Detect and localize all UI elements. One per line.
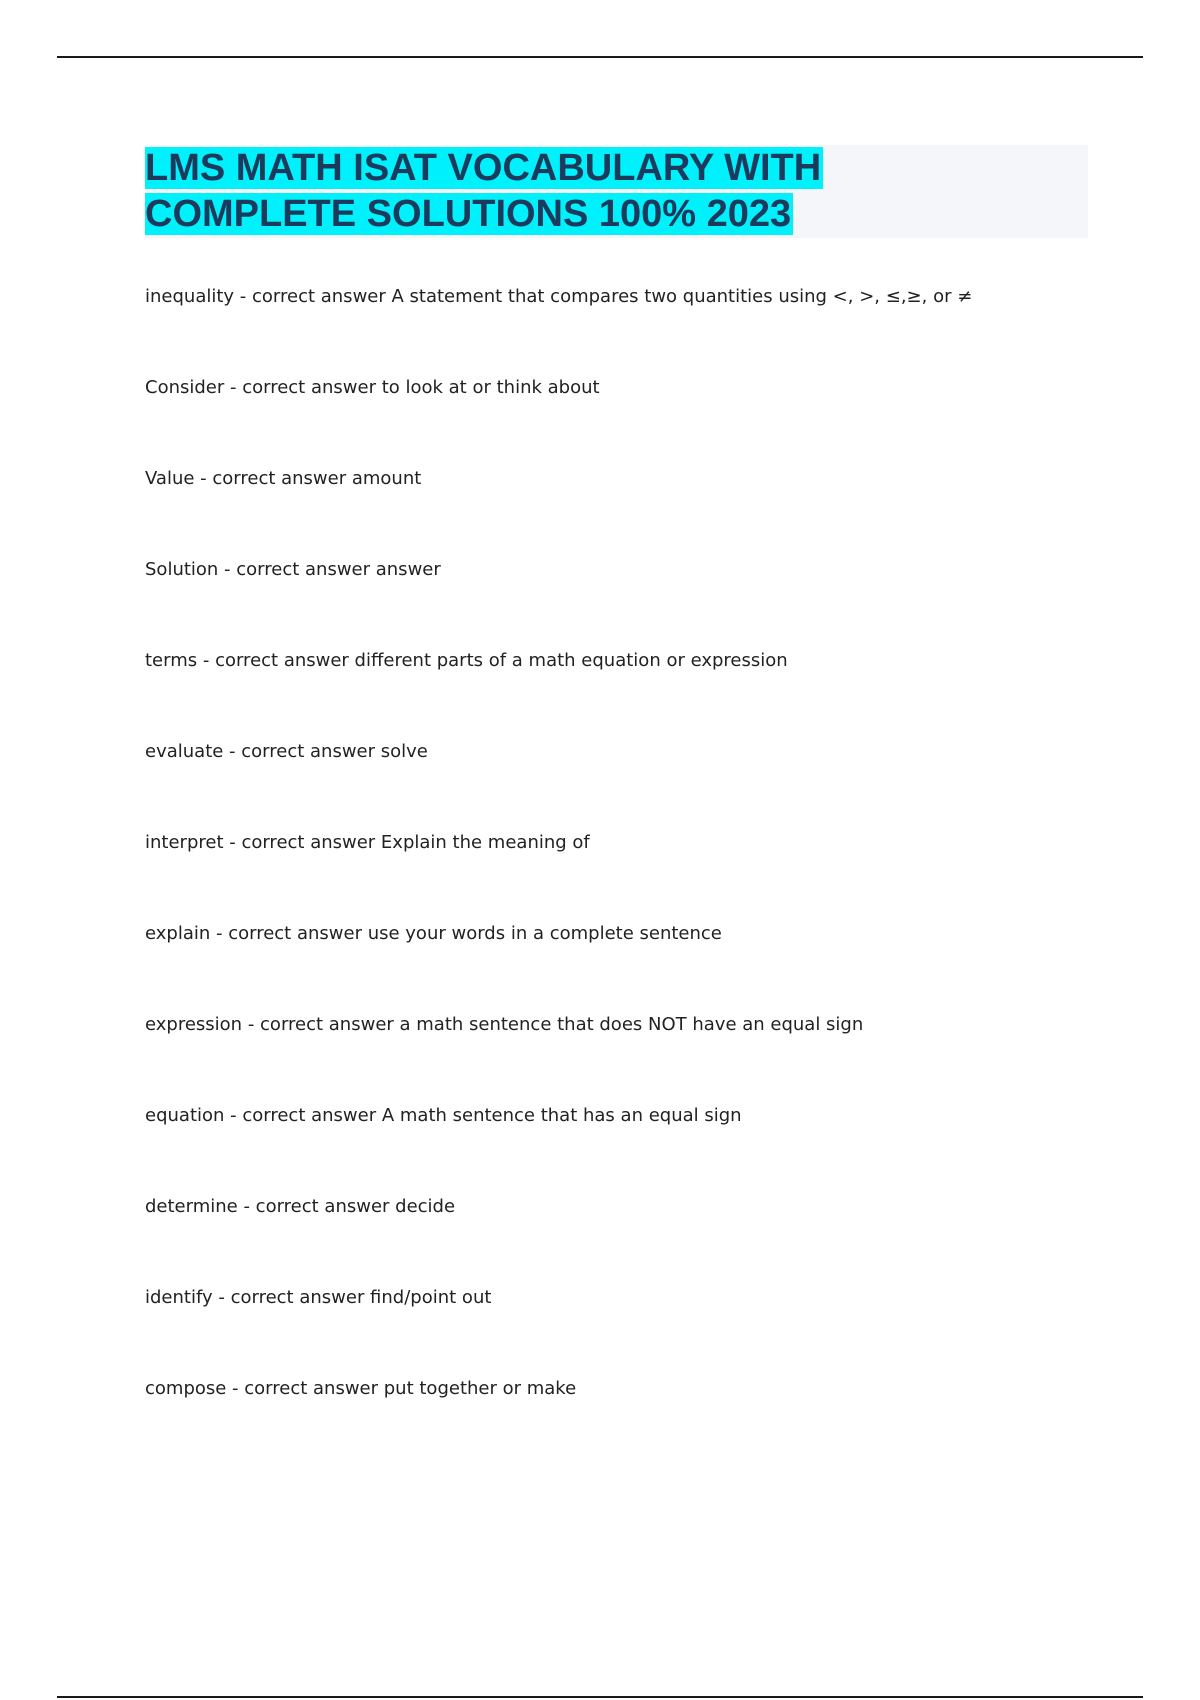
title-block — [145, 145, 1088, 238]
vocabulary-list — [145, 282, 1105, 1465]
title-line-1: LMS MATH ISAT VOCABULARY WITH — [145, 147, 822, 189]
vocabulary-entry: Value - correct answer amount — [145, 468, 422, 489]
document-title — [145, 145, 1088, 237]
vocabulary-entry: identify - correct answer find/point out — [145, 1287, 492, 1308]
vocabulary-entry: expression - correct answer a math sentence that does NOT have an equal sign — [145, 1014, 864, 1035]
vocabulary-entry: Consider - correct answer to look at or think about — [145, 377, 600, 398]
vocabulary-entry: equation - correct answer A math sentence that has an equal sign — [145, 1105, 742, 1126]
bottom-rule — [57, 1696, 1143, 1698]
vocabulary-entry: interpret - correct answer Explain the meaning of — [145, 832, 590, 853]
vocabulary-entry: compose - correct answer put together or make — [145, 1378, 577, 1399]
title-line-2: COMPLETE SOLUTIONS 100% 2023 — [145, 193, 792, 235]
top-rule — [57, 56, 1143, 58]
vocabulary-entry: inequality - correct answer A statement that compares two quantities using <, >, ≤,≥, or ≠ — [145, 286, 973, 307]
vocabulary-entry: evaluate - correct answer solve — [145, 741, 428, 762]
vocabulary-entry: determine - correct answer decide — [145, 1196, 456, 1217]
vocabulary-entry: Solution - correct answer answer — [145, 559, 441, 580]
vocabulary-entry: explain - correct answer use your words in a complete sentence — [145, 923, 722, 944]
vocabulary-entry: terms - correct answer different parts of a math equation or expression — [145, 650, 788, 671]
